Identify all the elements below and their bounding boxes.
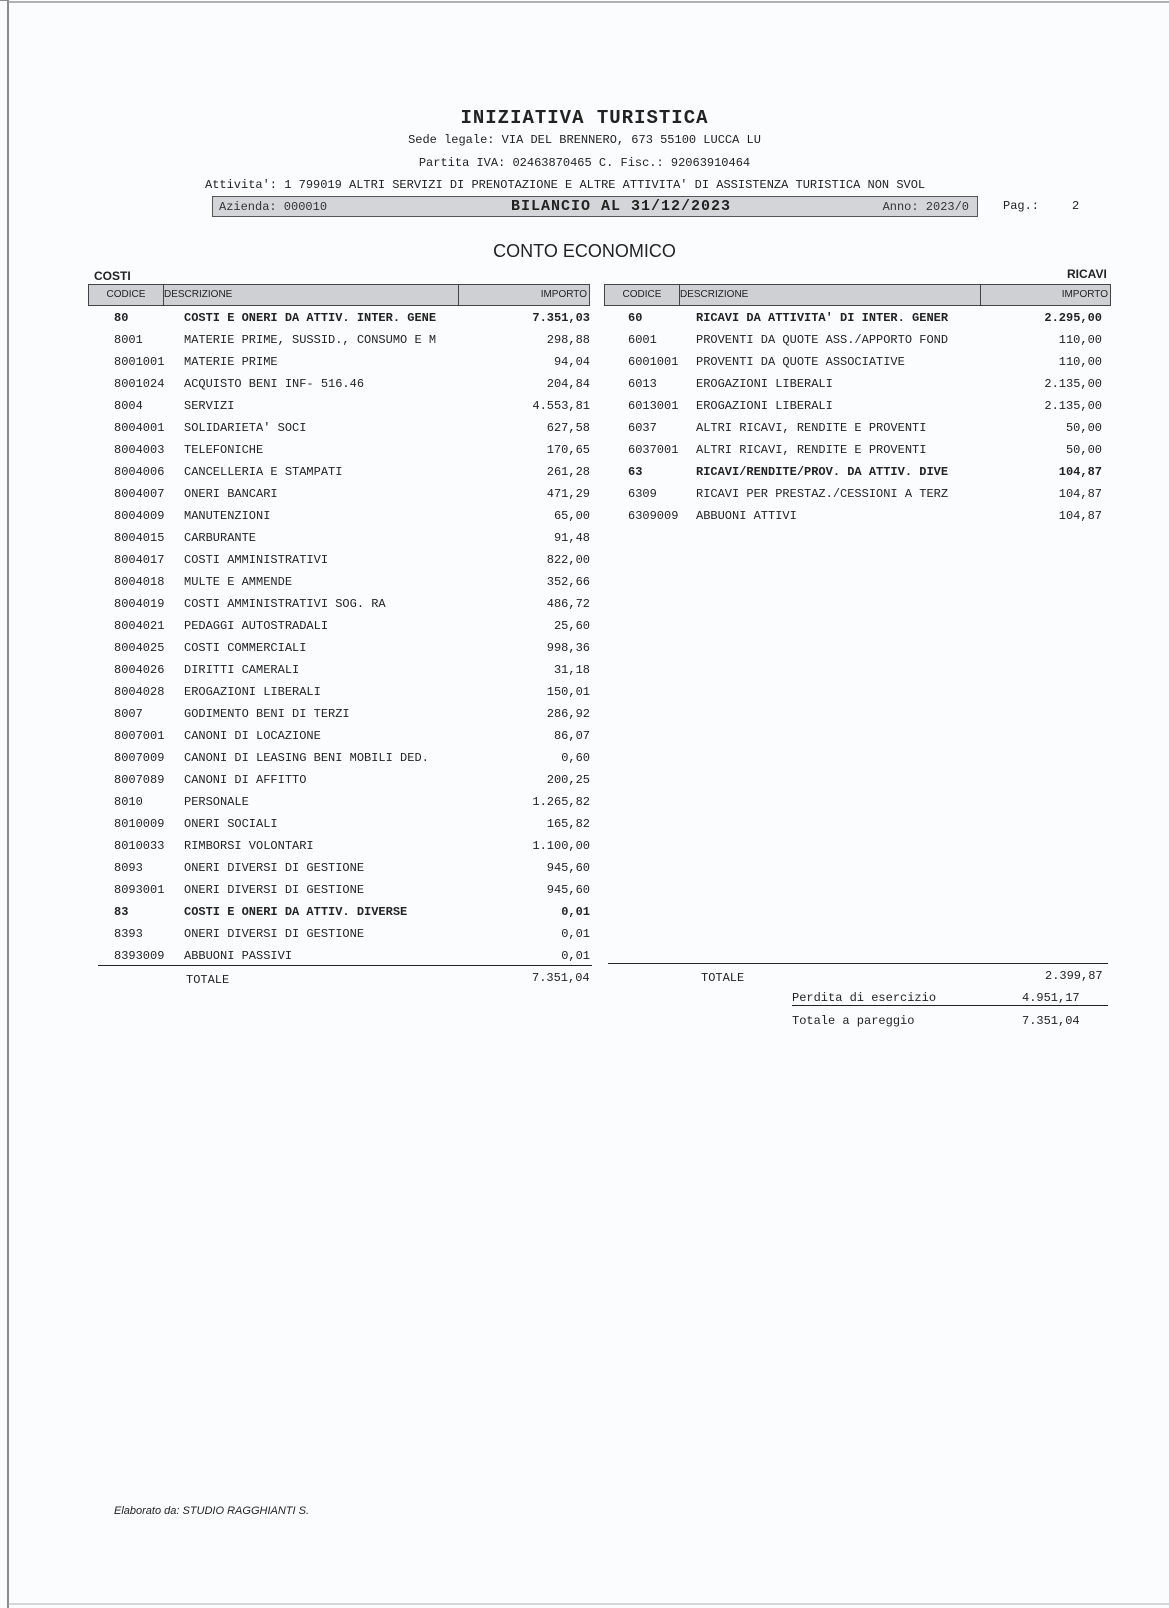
row-code: 8004028	[114, 685, 165, 699]
row-description: CANONI DI AFFITTO	[184, 773, 307, 787]
activity-line: Attivita': 1 799019 ALTRI SERVIZI DI PRENOTAZIONE E ALTRE ATTIVITA' DI ASSISTENZA TURISTICA NON SVOL	[205, 178, 926, 192]
table-row	[0, 925, 600, 947]
col-codice: CODICE	[89, 285, 164, 305]
row-description: PERSONALE	[184, 795, 249, 809]
table-row	[0, 331, 600, 353]
costi-rows	[0, 309, 600, 969]
row-code: 6013	[628, 377, 657, 391]
col-descrizione: DESCRIZIONE	[680, 285, 981, 305]
row-amount: 91,48	[553, 531, 590, 545]
row-amount: 110,00	[1058, 355, 1102, 369]
row-code: 8093001	[114, 883, 165, 897]
table-row	[0, 551, 600, 573]
table-row	[0, 463, 600, 485]
table-row	[0, 881, 600, 903]
row-code: 8001024	[114, 377, 165, 391]
row-code: 8007001	[114, 729, 165, 743]
bilancio-title: BILANCIO AL 31/12/2023	[511, 198, 732, 215]
table-row	[600, 331, 1110, 353]
row-amount: 200,25	[546, 773, 590, 787]
row-code: 8001001	[114, 355, 165, 369]
row-description: SOLIDARIETA' SOCI	[184, 421, 307, 435]
table-row	[600, 463, 1110, 485]
table-row	[600, 485, 1110, 507]
table-row	[0, 595, 600, 617]
row-description: RICAVI/RENDITE/PROV. DA ATTIV. DIVE	[696, 465, 949, 479]
row-code: 8004007	[114, 487, 165, 501]
row-code: 8004	[114, 399, 143, 413]
row-amount: 2.135,00	[1044, 399, 1102, 413]
row-description: MANUTENZIONI	[184, 509, 271, 523]
row-amount: 170,65	[546, 443, 590, 457]
row-amount: 261,28	[546, 465, 590, 479]
pareggio-label: Totale a pareggio	[792, 1014, 915, 1028]
row-code: 8004015	[114, 531, 165, 545]
table-row	[0, 903, 600, 925]
row-amount: 945,60	[546, 861, 590, 875]
row-description: ABBUONI PASSIVI	[184, 949, 293, 963]
row-amount: 0,01	[561, 905, 590, 919]
table-row	[0, 771, 600, 793]
row-amount: 471,29	[546, 487, 590, 501]
row-amount: 286,92	[546, 707, 590, 721]
row-amount: 298,88	[546, 333, 590, 347]
row-description: ONERI DIVERSI DI GESTIONE	[184, 861, 365, 875]
table-row	[600, 375, 1110, 397]
row-description: EROGAZIONI LIBERALI	[184, 685, 321, 699]
row-description: RICAVI PER PRESTAZ./CESSIONI A TERZ	[696, 487, 949, 501]
ricavi-label: RICAVI	[1067, 267, 1107, 281]
row-description: PROVENTI DA QUOTE ASS./APPORTO FOND	[696, 333, 949, 347]
row-description: ACQUISTO BENI INF- 516.46	[184, 377, 365, 391]
prepared-by: Elaborato da: STUDIO RAGGHIANTI S.	[114, 1505, 310, 1517]
row-description: ONERI DIVERSI DI GESTIONE	[184, 927, 365, 941]
row-description: ONERI DIVERSI DI GESTIONE	[184, 883, 365, 897]
row-amount: 86,07	[553, 729, 590, 743]
row-amount: 945,60	[546, 883, 590, 897]
row-code: 6037	[628, 421, 657, 435]
row-code: 8093	[114, 861, 143, 875]
row-amount: 4.553,81	[532, 399, 590, 413]
row-code: 83	[114, 905, 129, 919]
table-row	[0, 441, 600, 463]
table-row	[0, 375, 600, 397]
row-description: CARBURANTE	[184, 531, 257, 545]
table-row	[0, 793, 600, 815]
row-description: COSTI AMMINISTRATIVI	[184, 553, 329, 567]
row-amount: 1.100,00	[532, 839, 590, 853]
row-description: RICAVI DA ATTIVITA' DI INTER. GENER	[696, 311, 949, 325]
row-description: CANONI DI LEASING BENI MOBILI DED.	[184, 751, 429, 765]
table-row	[0, 617, 600, 639]
row-description: PEDAGGI AUTOSTRADALI	[184, 619, 329, 633]
row-code: 8001	[114, 333, 143, 347]
row-code: 8393009	[114, 949, 165, 963]
row-code: 8004006	[114, 465, 165, 479]
row-code: 8007089	[114, 773, 165, 787]
table-row	[0, 639, 600, 661]
ricavi-total-rule	[608, 963, 1108, 964]
table-row	[0, 815, 600, 837]
costi-total-rule	[98, 965, 592, 966]
report-banner	[212, 196, 978, 217]
row-description: EROGAZIONI LIBERALI	[696, 399, 833, 413]
table-row	[0, 661, 600, 683]
col-descrizione: DESCRIZIONE	[164, 285, 459, 305]
row-amount: 2.135,00	[1044, 377, 1102, 391]
row-amount: 0,01	[561, 927, 590, 941]
section-title: CONTO ECONOMICO	[493, 241, 676, 261]
row-description: COSTI COMMERCIALI	[184, 641, 307, 655]
row-amount: 165,82	[546, 817, 590, 831]
row-amount: 104,87	[1058, 509, 1102, 523]
row-code: 6037001	[628, 443, 679, 457]
costi-total-label: TOTALE	[186, 973, 230, 987]
row-amount: 50,00	[1065, 421, 1102, 435]
row-code: 8004019	[114, 597, 165, 611]
row-code: 8007	[114, 707, 143, 721]
row-amount: 150,01	[546, 685, 590, 699]
table-row	[600, 309, 1110, 331]
row-description: COSTI AMMINISTRATIVI SOG. RA	[184, 597, 386, 611]
row-amount: 65,00	[553, 509, 590, 523]
row-amount: 0,60	[561, 751, 590, 765]
table-row	[600, 441, 1110, 463]
row-code: 8004003	[114, 443, 165, 457]
row-amount: 0,01	[561, 949, 590, 963]
row-description: MATERIE PRIME, SUSSID., CONSUMO E M	[184, 333, 437, 347]
row-amount: 352,66	[546, 575, 590, 589]
table-row	[0, 859, 600, 881]
row-description: EROGAZIONI LIBERALI	[696, 377, 833, 391]
table-row	[0, 837, 600, 859]
row-description: SERVIZI	[184, 399, 235, 413]
table-row	[0, 507, 600, 529]
row-amount: 822,00	[546, 553, 590, 567]
row-description: GODIMENTO BENI DI TERZI	[184, 707, 350, 721]
ricavi-table-header	[604, 284, 1111, 306]
row-code: 6309	[628, 487, 657, 501]
legal-address: Sede legale: VIA DEL BRENNERO, 673 55100 LUCCA LU	[408, 133, 761, 147]
row-code: 8004001	[114, 421, 165, 435]
row-description: RIMBORSI VOLONTARI	[184, 839, 314, 853]
row-description: ALTRI RICAVI, RENDITE E PROVENTI	[696, 421, 927, 435]
row-code: 63	[628, 465, 643, 479]
row-amount: 25,60	[553, 619, 590, 633]
row-amount: 50,00	[1065, 443, 1102, 457]
table-row	[600, 419, 1110, 441]
row-code: 8007009	[114, 751, 165, 765]
row-code: 8004021	[114, 619, 165, 633]
table-row	[0, 683, 600, 705]
row-description: MATERIE PRIME	[184, 355, 278, 369]
row-amount: 104,87	[1058, 487, 1102, 501]
table-row	[0, 309, 600, 331]
table-row	[0, 573, 600, 595]
col-importo: IMPORTO	[540, 289, 587, 300]
row-code: 8393	[114, 927, 143, 941]
table-row	[600, 353, 1110, 375]
company-name: INIZIATIVA TURISTICA	[460, 107, 709, 129]
row-description: DIRITTI CAMERALI	[184, 663, 300, 677]
row-code: 8004026	[114, 663, 165, 677]
costi-label: COSTI	[94, 269, 131, 283]
table-row	[0, 529, 600, 551]
row-description: TELEFONICHE	[184, 443, 264, 457]
row-amount: 94,04	[553, 355, 590, 369]
row-description: COSTI E ONERI DA ATTIV. DIVERSE	[184, 905, 408, 919]
row-code: 6309009	[628, 509, 679, 523]
row-code: 6001001	[628, 355, 679, 369]
row-code: 8010033	[114, 839, 165, 853]
perdita-label: Perdita di esercizio	[792, 991, 937, 1005]
row-description: ONERI SOCIALI	[184, 817, 278, 831]
row-amount: 1.265,82	[532, 795, 590, 809]
row-amount: 31,18	[553, 663, 590, 677]
row-amount: 104,87	[1058, 465, 1102, 479]
costi-total-value: 7.351,04	[532, 971, 590, 985]
page-label: Pag.:	[1003, 199, 1040, 213]
row-code: 60	[628, 311, 643, 325]
row-description: PROVENTI DA QUOTE ASSOCIATIVE	[696, 355, 905, 369]
row-amount: 204,84	[546, 377, 590, 391]
table-row	[0, 419, 600, 441]
anno-label: Anno: 2023/0	[882, 200, 969, 214]
pareggio-value: 7.351,04	[1022, 1014, 1080, 1028]
tax-ids: Partita IVA: 02463870465 C. Fisc.: 92063910464	[418, 156, 751, 170]
row-description: CANCELLERIA E STAMPATI	[184, 465, 343, 479]
row-amount: 2.295,00	[1044, 311, 1102, 325]
row-amount: 998,36	[546, 641, 590, 655]
row-amount: 110,00	[1058, 333, 1102, 347]
col-importo: IMPORTO	[1061, 289, 1108, 300]
row-code: 8004017	[114, 553, 165, 567]
table-row	[0, 749, 600, 771]
azienda-code: Azienda: 000010	[219, 200, 328, 214]
row-amount: 627,58	[546, 421, 590, 435]
table-row	[600, 397, 1110, 419]
row-code: 8010	[114, 795, 143, 809]
table-row	[600, 507, 1110, 529]
costi-table-header	[88, 284, 590, 306]
table-row	[0, 353, 600, 375]
col-codice: CODICE	[605, 285, 680, 305]
row-description: MULTE E AMMENDE	[184, 575, 293, 589]
row-description: ONERI BANCARI	[184, 487, 278, 501]
row-code: 8004025	[114, 641, 165, 655]
ricavi-total-value: 2.399,87	[1045, 969, 1103, 983]
ricavi-rows	[600, 309, 1110, 529]
row-code: 6001	[628, 333, 657, 347]
row-description: CANONI DI LOCAZIONE	[184, 729, 321, 743]
table-row	[0, 485, 600, 507]
ricavi-total-label: TOTALE	[701, 971, 745, 985]
table-row	[0, 397, 600, 419]
row-code: 6013001	[628, 399, 679, 413]
row-code: 80	[114, 311, 129, 325]
perdita-value: 4.951,17	[1022, 991, 1080, 1005]
row-description: ABBUONI ATTIVI	[696, 509, 797, 523]
table-row	[0, 705, 600, 727]
row-code: 8004018	[114, 575, 165, 589]
table-row	[0, 727, 600, 749]
pareggio-rule	[792, 1005, 1108, 1006]
row-description: ALTRI RICAVI, RENDITE E PROVENTI	[696, 443, 927, 457]
row-code: 8004009	[114, 509, 165, 523]
page-number: 2	[1072, 199, 1080, 213]
row-code: 8010009	[114, 817, 165, 831]
row-description: COSTI E ONERI DA ATTIV. INTER. GENE	[184, 311, 437, 325]
row-amount: 486,72	[546, 597, 590, 611]
row-amount: 7.351,03	[532, 311, 590, 325]
